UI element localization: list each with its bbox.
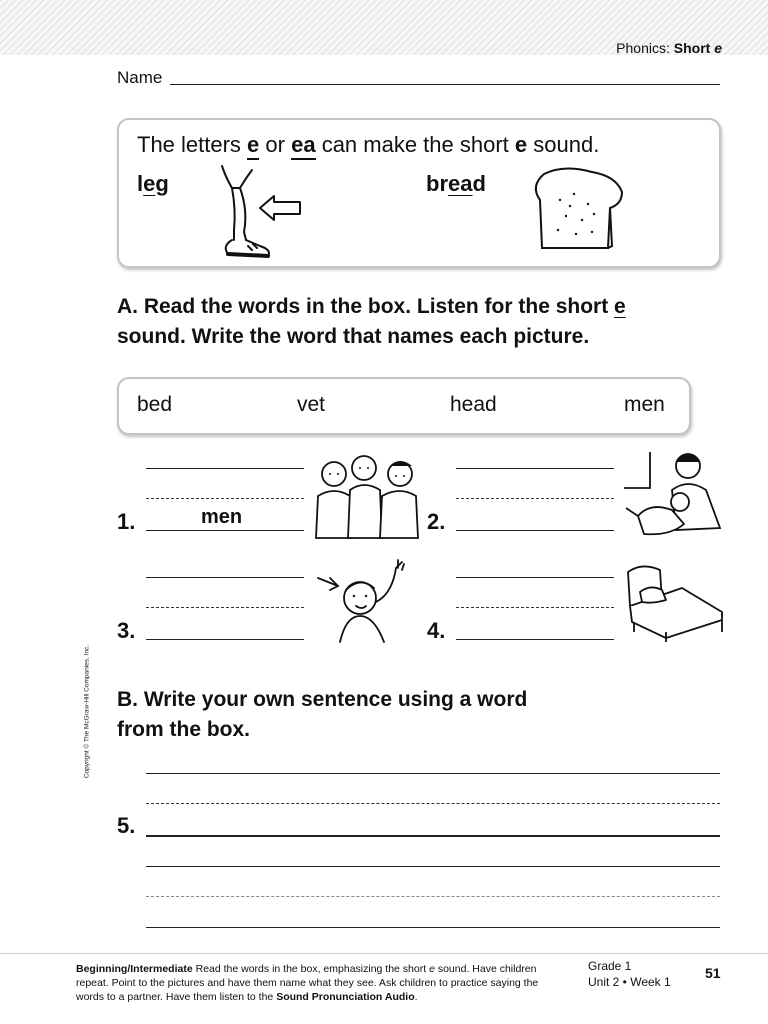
answer-line-2[interactable] <box>456 530 614 531</box>
section-b-heading: B. Write your own sentence using a word from the box. <box>117 688 528 741</box>
name-label: Name <box>117 68 163 87</box>
sentence-mid-line <box>146 803 720 804</box>
answer-line-3[interactable] <box>146 639 304 640</box>
word-bank-word: head <box>450 393 497 416</box>
name-input-line[interactable] <box>170 84 720 85</box>
answer-line-1[interactable] <box>146 530 304 531</box>
sentence-top-line <box>146 773 720 774</box>
sentence-answer-line-2[interactable] <box>146 927 720 928</box>
head-picture <box>316 558 416 642</box>
item-number: 3. <box>117 618 136 643</box>
handwriting-mid-line <box>456 607 614 608</box>
bed-picture <box>622 562 728 642</box>
bread-picture <box>530 164 626 254</box>
answer-line-4[interactable] <box>456 639 614 640</box>
page-number: 51 <box>705 965 721 981</box>
footer-divider <box>0 953 768 954</box>
word-bank-word: men <box>624 393 665 416</box>
handwriting-top-line <box>146 468 304 469</box>
handwriting-mid-line <box>146 498 304 499</box>
word-bank-word: vet <box>297 393 326 416</box>
copyright-notice: Copyright © The McGraw-Hill Companies, Inc. <box>83 644 91 779</box>
word-bank-box <box>117 377 691 435</box>
teacher-note: Beginning/Intermediate Read the words in the box, emphasizing the short e sound. Have children repeat. Point to the pictures and have them name what they see. Ask children to practice saying the words to a partner. Have them listen to the Sound Pronunciation Audio. <box>76 963 539 1003</box>
answer-text: men <box>201 506 243 528</box>
rule-sentence: The letters e or ea can make the short e sound. <box>137 132 599 158</box>
handwriting-top-line <box>146 577 304 578</box>
handwriting-mid-line <box>456 498 614 499</box>
sentence-answer-line[interactable] <box>146 835 720 837</box>
vet-picture <box>620 450 728 542</box>
word-bank-word: bed <box>137 393 173 416</box>
handwriting-mid-line <box>146 607 304 608</box>
example-word-bread: bread <box>426 171 486 196</box>
grade-unit-info: Grade 1 Unit 2 • Week 1 <box>588 959 671 989</box>
item-number: 5. <box>117 813 136 838</box>
item-number: 4. <box>427 618 446 643</box>
item-number: 1. <box>117 509 136 534</box>
item-number: 2. <box>427 509 446 534</box>
handwriting-top-line <box>456 577 614 578</box>
example-word-leg: leg <box>137 171 169 196</box>
sentence-top-line-2 <box>146 866 720 867</box>
handwriting-top-line <box>456 468 614 469</box>
section-a-heading: A. Read the words in the box. Listen for the short e sound. Write the word that names each picture. <box>117 295 626 348</box>
leg-picture <box>212 166 307 260</box>
sentence-mid-line-2 <box>146 896 720 897</box>
men-picture <box>312 452 422 544</box>
phonics-header: Phonics: Short e <box>616 40 722 56</box>
